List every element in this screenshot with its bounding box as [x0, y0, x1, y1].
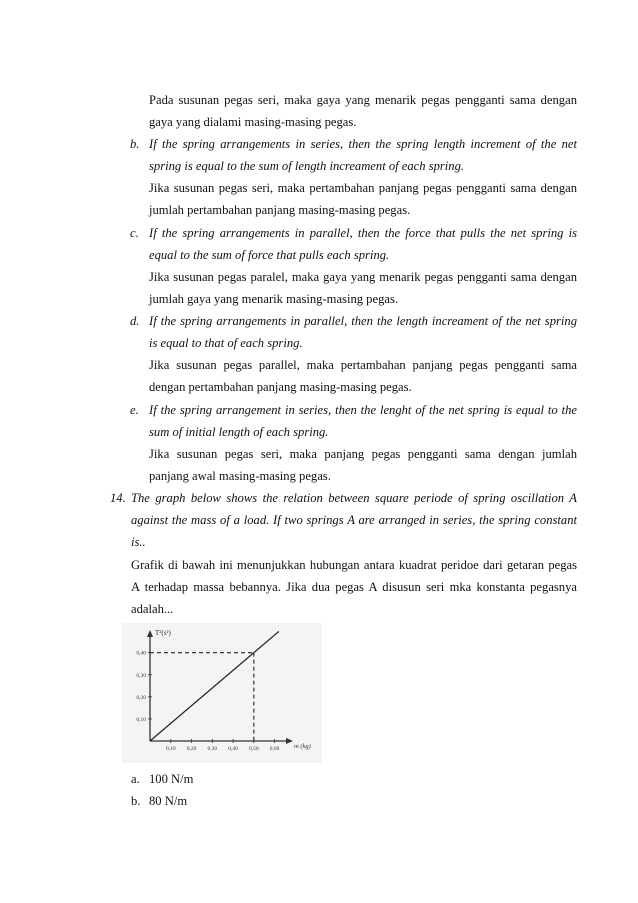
x-axis-label: m (kg): [294, 743, 311, 750]
item-d-id-line-1: Jika susunan pegas parallel, maka pertambahan panjang pegas pengganti sama: [149, 358, 577, 372]
y-tick-label: 0,20: [136, 694, 146, 701]
question-id-line-3: adalah...: [131, 602, 174, 616]
question-en-line-3: is..: [131, 535, 146, 549]
x-tick-label: 0,60: [269, 746, 280, 752]
item-b-id-line-2: jumlah pertambahan panjang masing-masing pegas.: [149, 203, 411, 217]
y-tick-label: 0,30: [136, 672, 146, 679]
y-axis-label: T²(s²): [155, 629, 171, 637]
item-d-id-line-2: dengan pertambahan panjang masing-masing pegas.: [149, 380, 412, 394]
graph-background: [122, 623, 322, 763]
item-d-en-line-1: If the spring arrangements in parallel, then the length increament of the net spring: [149, 314, 577, 328]
x-tick-label: 0,20: [186, 746, 197, 752]
item-b-en-line-2: spring is equal to the sum of length increament of each spring.: [149, 159, 465, 173]
item-b-en-line-1: If the spring arrangements in series, then the spring length increment of the net: [149, 137, 577, 151]
question-en-line-2: against the mass of a load. If two springs A are arranged in series, the spring constant: [131, 513, 577, 527]
item-c-letter: c.: [130, 226, 139, 240]
x-tick-label: 0,40: [228, 746, 238, 752]
item-c-en-line-1: If the spring arrangements in parallel, then the force that pulls the net spring is: [149, 226, 577, 240]
item-e-en-line-1: If the spring arrangement in series, then the lenght of the net spring is equal to the: [149, 403, 577, 417]
item-b-letter: b.: [130, 137, 140, 151]
question-id-line-1: Grafik di bawah ini menunjukkan hubungan antara kuadrat peridoe dari getaran pegas: [131, 558, 577, 572]
option-a-letter: a.: [131, 772, 140, 786]
question-id-line-2: A terhadap massa bebannya. Jika dua pegas A disusun seri mka konstanta pegasnya: [131, 580, 577, 594]
item-e-en-line-2: sum of initial length of each spring.: [149, 425, 329, 439]
item-e-id-line-2: panjang awal masing-masing pegas.: [149, 469, 331, 483]
item-c-id-line-2: jumlah gaya yang menarik masing-masing pegas.: [149, 292, 399, 306]
item-d-letter: d.: [130, 314, 140, 328]
question-en-line-1: The graph below shows the relation between square periode of spring oscillation A: [131, 491, 577, 505]
item-e-id-line-1: Jika susunan pegas seri, maka panjang pegas pengganti sama dengan jumlah: [149, 447, 577, 461]
option-a-text: 100 N/m: [149, 772, 194, 786]
y-tick-label: 0,10: [136, 716, 146, 723]
item-a-id-line-2: gaya yang dialami masing-masing pegas.: [149, 115, 357, 129]
x-tick-label: 0,50: [249, 746, 259, 752]
period-mass-graph: [122, 623, 322, 763]
x-tick-label: 0,30: [207, 746, 218, 752]
item-b-id-line-1: Jika susunan pegas seri, maka pertambahan panjang pegas pengganti sama dengan: [149, 181, 577, 195]
y-tick-label: 0,40: [136, 650, 146, 657]
item-d-en-line-2: is equal to that of each spring.: [149, 336, 303, 350]
item-c-en-line-2: equal to the sum of force that pulls each spring.: [149, 248, 390, 262]
option-b-letter: b.: [131, 794, 141, 808]
x-tick-label: 0,10: [165, 746, 176, 752]
option-b-text: 80 N/m: [149, 794, 188, 808]
item-e-letter: e.: [130, 403, 139, 417]
item-a-id-line-1: Pada susunan pegas seri, maka gaya yang menarik pegas pengganti sama dengan: [149, 93, 577, 107]
item-c-id-line-1: Jika susunan pegas paralel, maka gaya yang menarik pegas pengganti sama dengan: [149, 270, 577, 284]
question-number: 14.: [110, 491, 126, 505]
